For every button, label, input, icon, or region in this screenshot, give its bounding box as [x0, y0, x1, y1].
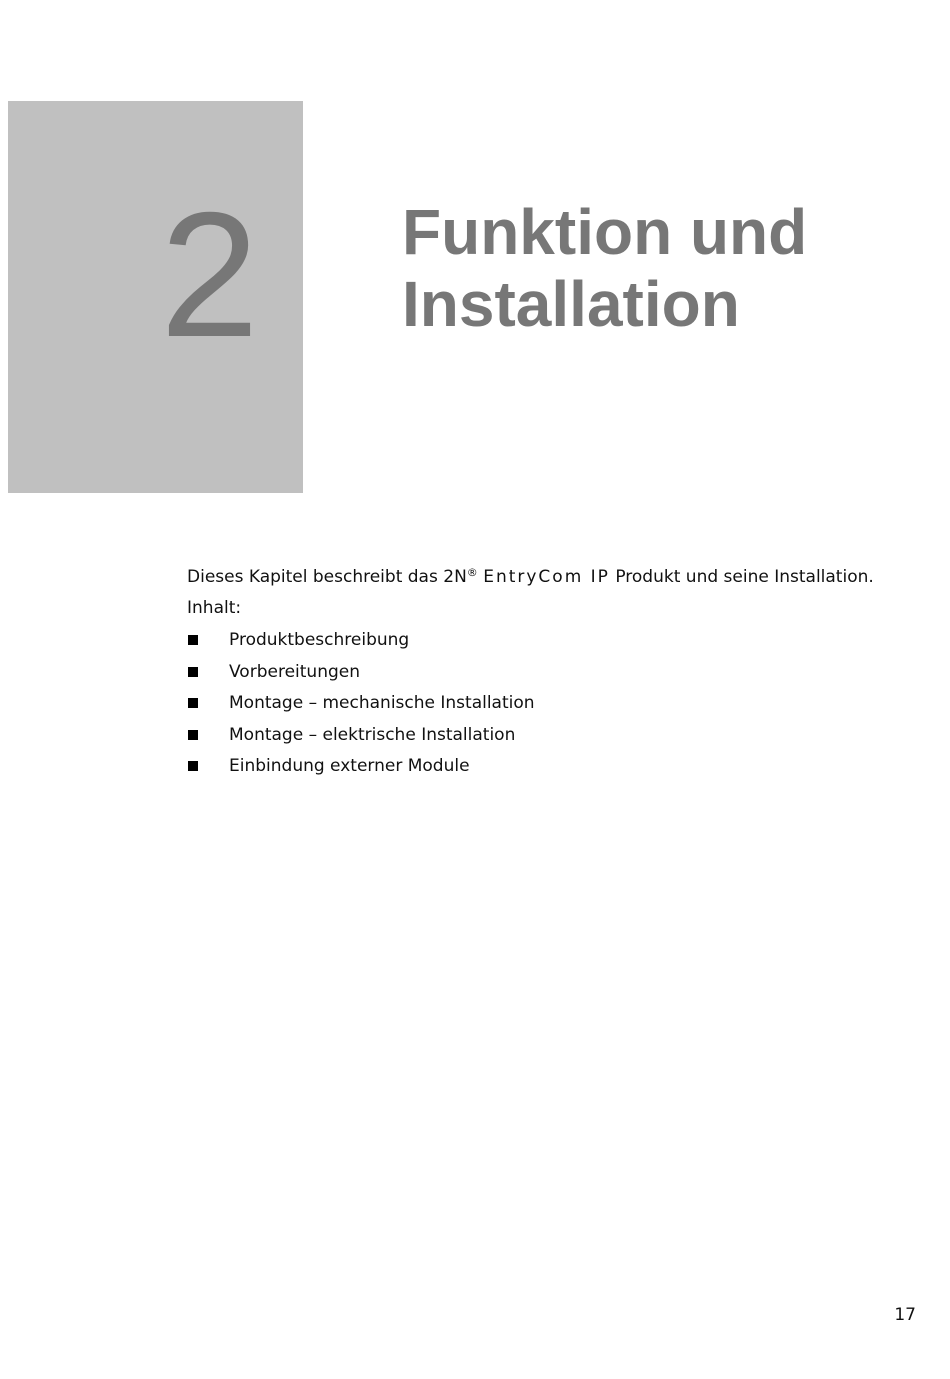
- chapter-title: [402, 196, 807, 340]
- list-item-label: Vorbereitungen: [229, 661, 360, 682]
- chapter-number: 2: [160, 175, 259, 374]
- contents-label: Inhalt:: [187, 598, 242, 618]
- chapter-title-line-1: Funktion und: [402, 196, 808, 268]
- page-number: 17: [894, 1305, 916, 1325]
- square-bullet-icon: [188, 635, 198, 645]
- square-bullet-icon: [188, 761, 198, 771]
- square-bullet-icon: [188, 730, 198, 740]
- intro-text-before: Dieses Kapitel beschreibt das: [187, 567, 444, 587]
- intro-text-after: Produkt und seine Installation.: [609, 567, 874, 587]
- square-bullet-icon: [188, 667, 198, 677]
- chapter-title-line-2: Installation: [402, 268, 740, 340]
- registered-mark: ®: [466, 566, 478, 579]
- list-item-label: Montage – elektrische Installation: [229, 724, 516, 745]
- list-item-label: Einbindung externer Module: [229, 756, 470, 776]
- brand-name: 2N: [443, 567, 467, 587]
- intro-paragraph: [187, 566, 874, 588]
- product-name: EntryCom IP: [483, 567, 610, 587]
- list-item-label: Montage – mechanische Installation: [229, 693, 535, 713]
- list-item-label: Produktbeschreibung: [229, 630, 410, 650]
- square-bullet-icon: [188, 698, 198, 708]
